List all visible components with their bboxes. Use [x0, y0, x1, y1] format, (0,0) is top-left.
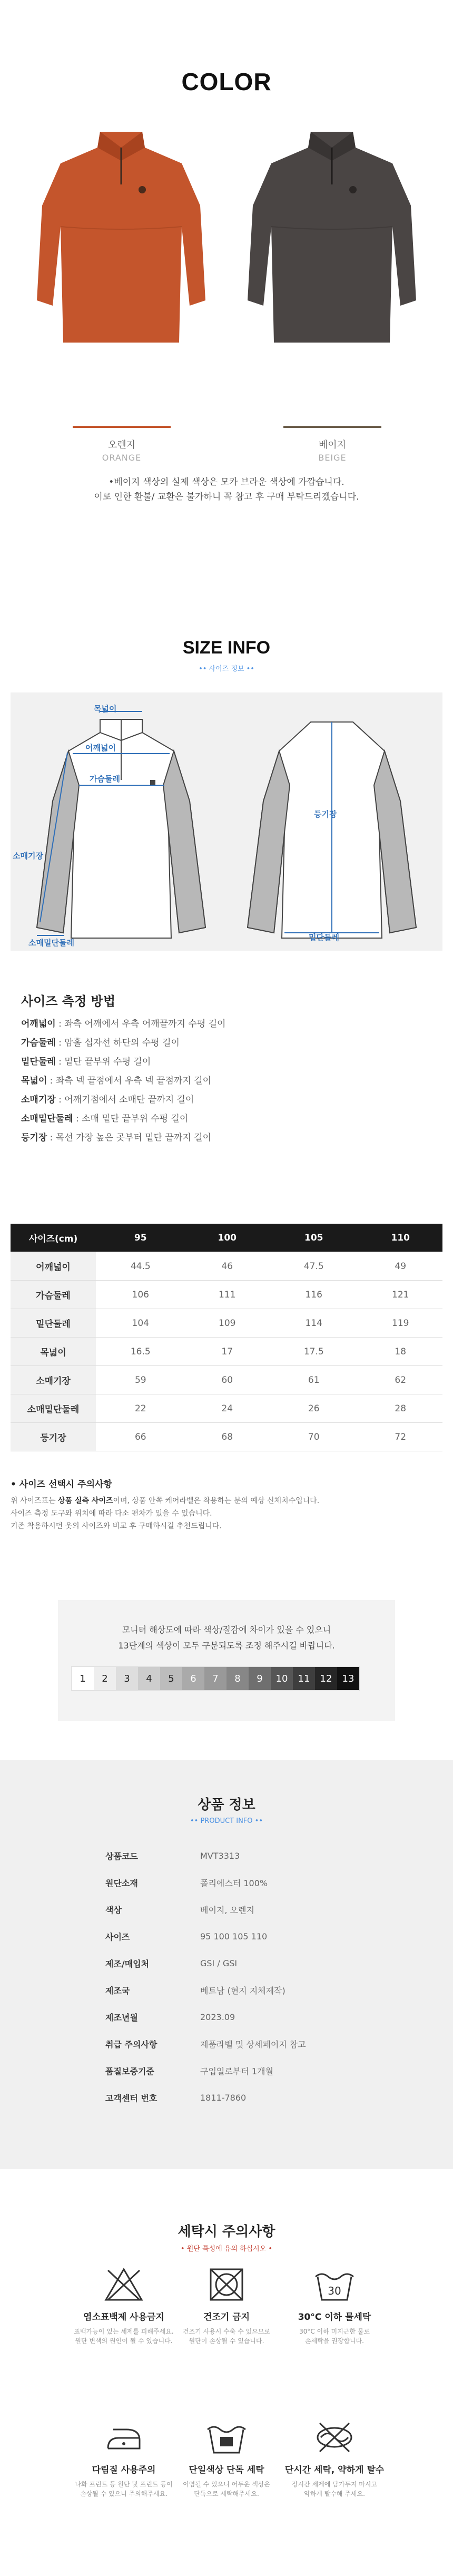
header-cell: 95 [96, 1224, 185, 1252]
row-label: 어깨넓이 [11, 1252, 96, 1281]
measure-row: 밑단둘레 : 밑단 끝부위 수평 길이 [21, 1057, 151, 1067]
info-value: 2023.09 [200, 2012, 235, 2022]
care-item-desc: 나화 프린트 등 원단 및 프린트 등이 손상될 수 있으니 주의해주세요. [75, 2481, 173, 2497]
label-shoulder: 어깨넓이 [85, 743, 116, 753]
beige-jacket-image [242, 126, 421, 348]
size-info-title: SIZE INFO [182, 638, 271, 658]
orange-jacket-image [32, 126, 211, 348]
cell: 116 [269, 1281, 359, 1309]
info-value: 제품라벨 및 상세페이지 참고 [200, 2040, 306, 2050]
info-value: 베이지, 오렌지 [200, 1905, 254, 1915]
gray-scale [71, 1666, 360, 1691]
gray-step: 4 [138, 1667, 160, 1690]
cell: 66 [96, 1423, 185, 1451]
info-value: GSI / GSI [200, 1958, 238, 1968]
info-key: 사이즈 [105, 1932, 130, 1942]
measure-list [21, 1014, 432, 1147]
row-label: 소매기장 [11, 1366, 96, 1394]
gray-step: 9 [249, 1667, 271, 1690]
product-info-title: 상품 정보 [198, 1797, 255, 1813]
info-value: 베트남 (현지 지체제작) [200, 1986, 285, 1996]
gray-step: 5 [160, 1667, 182, 1690]
info-key: 제조/매입처 [105, 1959, 150, 1969]
info-row [105, 1896, 369, 1923]
measure-row: 가슴둘레 : 암홀 십자선 하단의 수평 길이 [21, 1038, 180, 1048]
size-note-line: 사이즈 측정 도구와 위치에 따라 다소 편차가 있을 수 있습니다. [11, 1509, 212, 1518]
size-table-header [11, 1224, 442, 1252]
info-row [105, 2031, 369, 2057]
info-row [105, 1950, 369, 1977]
gray-step: 3 [116, 1667, 138, 1690]
header-cell: 사이즈(cm) [11, 1224, 96, 1252]
info-row [105, 1977, 369, 2004]
cell: 18 [359, 1338, 443, 1366]
orange-eng-name: ORANGE [102, 453, 142, 463]
cell: 17.5 [269, 1338, 359, 1366]
measure-row: 어깨넓이 : 좌측 어깨에서 우측 어깨끝까지 수평 길이 [21, 1019, 226, 1029]
measure-row: 등기장 : 목선 가장 높은 곳부터 밑단 끝까지 길이 [21, 1133, 211, 1143]
gray-step: 2 [94, 1667, 116, 1690]
header-cell: 105 [269, 1224, 359, 1252]
info-key: 품질보증기준 [105, 2066, 154, 2076]
size-notes-title: • 사이즈 선택시 주의사항 [11, 1479, 112, 1490]
no-wring-icon [313, 2419, 356, 2456]
cell: 49 [359, 1252, 443, 1281]
care-item-title: 30°C 이하 물세탁 [298, 2312, 371, 2323]
gray-step: 8 [226, 1667, 249, 1690]
care-item-desc: 건조기 사용시 수축 수 있으므로 원단이 손상될 수 있습니다. [183, 2328, 270, 2345]
info-row [105, 1869, 369, 1896]
measure-row: 목넓이 : 좌측 넥 끝점에서 우측 넥 끝점까지 길이 [21, 1076, 211, 1086]
back-jacket-drawing [232, 701, 432, 949]
label-hem: 밑단둘레 [309, 933, 339, 942]
measure-title: 사이즈 측정 방법 [21, 994, 115, 1009]
row-label: 밑단둘레 [11, 1309, 96, 1338]
info-key: 제조년월 [105, 2013, 138, 2023]
table-row [11, 1281, 442, 1309]
cell: 46 [185, 1252, 269, 1281]
beige-name: 베이지 [318, 440, 347, 451]
info-key: 취급 주의사항 [105, 2040, 157, 2050]
row-label: 가슴둘레 [11, 1281, 96, 1309]
header-cell: 100 [185, 1224, 269, 1252]
cell: 62 [359, 1366, 443, 1394]
cell: 119 [359, 1309, 443, 1338]
label-cuff: 소매밑단둘레 [28, 938, 74, 948]
color-note-line1: •베이지 색상의 실제 색상은 모카 브라운 색상에 가깝습니다. [109, 477, 344, 487]
gray-step: 12 [315, 1667, 337, 1690]
monitor-line2: 13단계의 색상이 모두 구분되도록 조정 해주시길 바랍니다. [118, 1641, 335, 1651]
gray-step: 1 [72, 1667, 94, 1690]
front-jacket-drawing [21, 701, 221, 949]
cell: 26 [269, 1394, 359, 1423]
monitor-line1: 모니터 해상도에 따라 색상/질감에 차이가 있을 수 있으니 [122, 1625, 331, 1635]
beige-eng-name: BEIGE [318, 453, 347, 463]
table-row [11, 1394, 442, 1423]
info-key: 상품코드 [105, 1851, 138, 1861]
beige-color-bar [283, 426, 381, 428]
cell: 59 [96, 1366, 185, 1394]
cell: 60 [185, 1366, 269, 1394]
color-section-title: COLOR [181, 68, 272, 95]
header-cell: 110 [359, 1224, 443, 1252]
cell: 44.5 [96, 1252, 185, 1281]
orange-name: 오렌지 [107, 440, 136, 451]
measure-row: 소매기장 : 어깨기점에서 소매단 끝까지 길이 [21, 1095, 194, 1105]
label-length: 등기장 [314, 809, 337, 819]
size-table [11, 1224, 442, 1451]
cell: 72 [359, 1423, 443, 1451]
care-item-title: 단시간 세탁, 약하게 탈수 [284, 2465, 385, 2475]
product-info-list [105, 1842, 369, 2111]
cell: 68 [185, 1423, 269, 1451]
cell: 109 [185, 1309, 269, 1338]
monitor-calibration-box [58, 1600, 395, 1721]
color-note-line2: 이로 인한 환불/ 교환은 불가하니 꼭 참고 후 구매 부탁드리겠습니다. [94, 492, 359, 502]
info-row [105, 1842, 369, 1869]
cell: 47.5 [269, 1252, 359, 1281]
care-subtitle: • 원단 특성에 유의 하십시오 • [180, 2245, 273, 2253]
cell: 16.5 [96, 1338, 185, 1366]
care-item-title: 염소표백제 사용금지 [83, 2312, 164, 2323]
iron-low-icon [103, 2419, 145, 2456]
info-key: 고객센터 번호 [105, 2093, 157, 2103]
wash-separately-icon [205, 2419, 248, 2456]
info-row [105, 1923, 369, 1950]
gray-step: 11 [293, 1667, 315, 1690]
gray-step: 13 [337, 1667, 359, 1690]
info-key: 제조국 [105, 1986, 130, 1996]
measure-row: 소매밑단둘레 : 소매 밑단 끝부위 수평 길이 [21, 1114, 189, 1124]
cell: 111 [185, 1281, 269, 1309]
info-row [105, 2004, 369, 2031]
label-sleeve: 소매기장 [13, 851, 43, 861]
row-label: 소매밑단둘레 [11, 1394, 96, 1423]
care-item-desc: 이염될 수 있으니 어두운 색상은 단독으로 세탁해주세요. [183, 2481, 270, 2497]
size-note-line: 기존 착용하시던 옷의 사이즈와 비교 후 구매하시길 추천드립니다. [11, 1522, 222, 1530]
label-collar: 목넓이 [94, 704, 117, 714]
care-item-desc: 표백가능이 있는 세제를 피해주세요. 원단 변색의 원인이 될 수 있습니다. [74, 2328, 174, 2345]
cell: 121 [359, 1281, 443, 1309]
row-label: 목넓이 [11, 1338, 96, 1366]
gray-step: 6 [182, 1667, 204, 1690]
wash-30-icon [313, 2266, 356, 2303]
cell: 28 [359, 1394, 443, 1423]
info-value: 폴리에스터 100% [200, 1878, 268, 1888]
gray-step: 7 [204, 1667, 226, 1690]
row-label: 등기장 [11, 1423, 96, 1451]
orange-color-bar [73, 426, 171, 428]
cell: 70 [269, 1423, 359, 1451]
care-item-wash [269, 2266, 400, 2346]
cell: 106 [96, 1281, 185, 1309]
care-item-desc: 장시간 세제에 담가두지 마시고 약하게 탈수해 주세요. [291, 2481, 378, 2497]
gray-step: 10 [271, 1667, 293, 1690]
size-notes-body [11, 1495, 442, 1533]
info-value: 구입일로부터 1개월 [200, 2066, 273, 2076]
table-row [11, 1252, 442, 1281]
cell: 114 [269, 1309, 359, 1338]
info-row [105, 2057, 369, 2084]
care-item-desc: 30°C 이하 미지근한 물로 손세탁을 권장합니다. [299, 2328, 370, 2345]
cell: 104 [96, 1309, 185, 1338]
info-key: 색상 [105, 1905, 122, 1915]
care-item-title: 단일색상 단독 세탁 [189, 2465, 264, 2475]
table-row [11, 1309, 442, 1338]
size-info-subtitle: •• 사이즈 정보 •• [199, 665, 254, 673]
care-item-title: 건조기 금지 [203, 2312, 250, 2323]
product-info-subtitle: •• PRODUCT INFO •• [190, 1817, 263, 1825]
care-item-title: 다림질 사용주의 [92, 2465, 156, 2475]
cell: 17 [185, 1338, 269, 1366]
care-item-wring [269, 2419, 400, 2499]
svg-text:30: 30 [328, 2285, 341, 2297]
tumble-dry-prohibited-icon [205, 2266, 248, 2303]
cell: 24 [185, 1394, 269, 1423]
cell: 22 [96, 1394, 185, 1423]
info-value: MVT3313 [200, 1851, 240, 1861]
care-title: 세탁시 주의사항 [178, 2224, 275, 2240]
bleach-prohibited-icon [103, 2266, 145, 2303]
info-value: 1811-7860 [200, 2093, 247, 2103]
table-row [11, 1423, 442, 1451]
info-row [105, 2084, 369, 2111]
size-note-line: 위 사이즈표는 상품 실측 사이즈이며, 상품 안쪽 케어라벨은 착용하는 분의 예상 신체치수입니다. [11, 1497, 320, 1505]
table-row [11, 1338, 442, 1366]
info-key: 원단소재 [105, 1878, 138, 1888]
info-value: 95 100 105 110 [200, 1931, 268, 1941]
table-row [11, 1366, 442, 1394]
cell: 61 [269, 1366, 359, 1394]
label-chest: 가슴둘레 [90, 774, 120, 784]
